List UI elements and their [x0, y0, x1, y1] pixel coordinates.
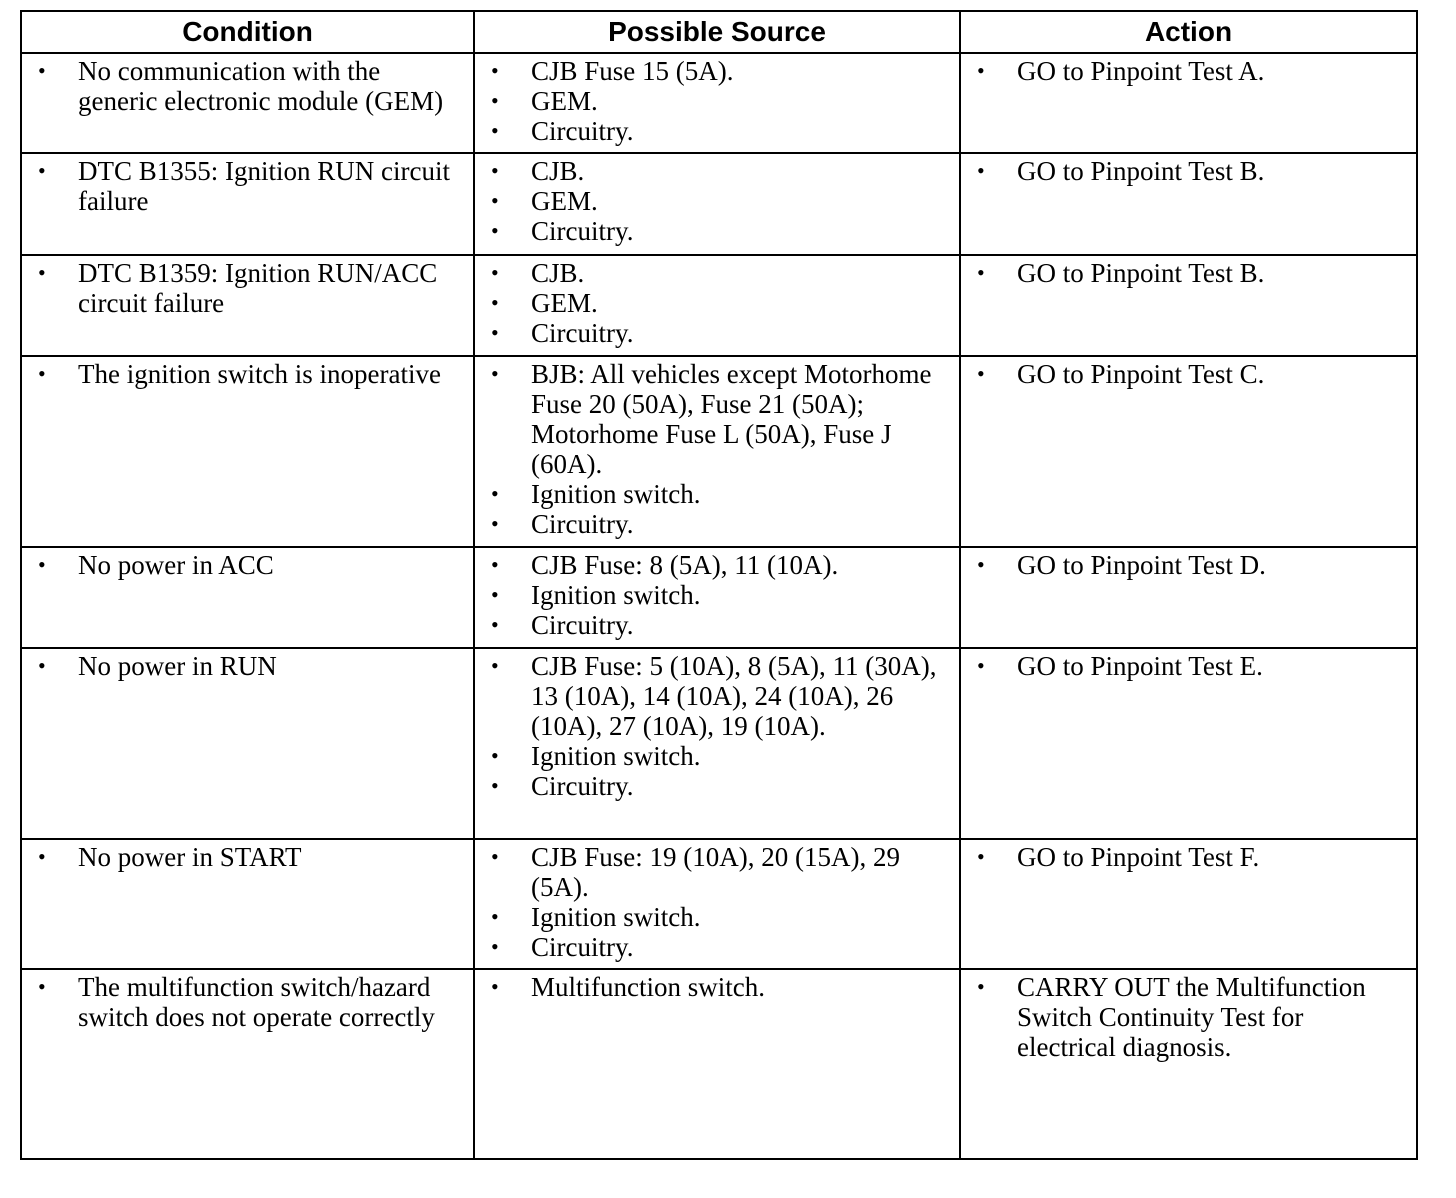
list-item-text: GEM. — [531, 288, 598, 318]
action-cell — [960, 153, 1417, 255]
list-item — [475, 288, 959, 318]
table-row — [21, 53, 1417, 153]
condition-cell — [21, 648, 474, 839]
possible-source-cell — [474, 547, 960, 648]
bullet-list — [22, 54, 473, 116]
action-cell — [960, 547, 1417, 648]
list-item-text: No power in RUN — [78, 651, 277, 681]
bullet-icon: • — [491, 653, 499, 678]
list-item — [475, 156, 959, 186]
condition-cell — [21, 53, 474, 153]
possible-source-cell — [474, 356, 960, 547]
list-item — [475, 258, 959, 288]
list-item — [22, 842, 473, 872]
table-row — [21, 255, 1417, 356]
list-item — [475, 216, 959, 246]
list-item-text: Circuitry. — [531, 509, 634, 539]
bullet-list — [475, 548, 959, 640]
bullet-icon: • — [38, 552, 46, 577]
bullet-list — [961, 548, 1416, 580]
list-item — [475, 771, 959, 801]
bullet-icon: • — [977, 158, 985, 183]
list-item-text: CJB. — [531, 258, 585, 288]
list-item-text: No communication with the generic electronic module (GEM) — [78, 56, 444, 116]
list-item-text: Circuitry. — [531, 116, 634, 146]
possible-source-cell — [474, 839, 960, 969]
bullet-icon: • — [491, 260, 499, 285]
list-item — [475, 56, 959, 86]
bullet-list — [475, 54, 959, 146]
bullet-icon: • — [977, 58, 985, 83]
list-item-text: GO to Pinpoint Test B. — [1017, 258, 1265, 288]
bullet-icon: • — [38, 653, 46, 678]
list-item-text: BJB: All vehicles except Motorhome Fuse 20 (50A), Fuse 21 (50A); Motorhome Fuse L (50A), Fuse J (60A). — [531, 359, 932, 479]
list-item-text: No power in ACC — [78, 550, 274, 580]
possible-source-cell — [474, 648, 960, 839]
list-item — [475, 116, 959, 146]
list-item — [475, 610, 959, 640]
bullet-icon: • — [977, 552, 985, 577]
bullet-icon: • — [977, 974, 985, 999]
bullet-icon: • — [491, 88, 499, 113]
table-row — [21, 648, 1417, 839]
list-item-text: CJB Fuse: 19 (10A), 20 (15A), 29 (5A). — [531, 842, 900, 902]
bullet-icon: • — [38, 844, 46, 869]
list-item — [475, 741, 959, 771]
action-cell — [960, 839, 1417, 969]
list-item — [475, 359, 959, 479]
bullet-list — [475, 256, 959, 348]
list-item-text: Circuitry. — [531, 318, 634, 348]
bullet-list — [22, 649, 473, 681]
condition-cell — [21, 255, 474, 356]
bullet-list — [961, 154, 1416, 186]
bullet-list — [22, 154, 473, 216]
bullet-icon: • — [491, 773, 499, 798]
condition-cell — [21, 547, 474, 648]
bullet-icon: • — [38, 361, 46, 386]
list-item — [961, 359, 1416, 389]
list-item — [475, 186, 959, 216]
bullet-list — [961, 970, 1416, 1062]
table-row — [21, 839, 1417, 969]
list-item — [22, 972, 473, 1032]
list-item-text: The multifunction switch/hazard switch does not operate correctly — [78, 972, 435, 1032]
list-item — [22, 156, 473, 216]
list-item — [475, 550, 959, 580]
list-item-text: Ignition switch. — [531, 479, 701, 509]
list-item-text: GO to Pinpoint Test F. — [1017, 842, 1260, 872]
bullet-icon: • — [491, 481, 499, 506]
bullet-list — [475, 357, 959, 539]
bullet-list — [475, 970, 959, 1002]
table-row — [21, 153, 1417, 255]
action-cell — [960, 969, 1417, 1159]
bullet-list — [475, 649, 959, 801]
list-item-text: CJB Fuse: 5 (10A), 8 (5A), 11 (30A), 13 (10A), 14 (10A), 24 (10A), 26 (10A), 27 (10A), 19 (10A). — [531, 651, 937, 741]
list-item-text: CJB Fuse: 8 (5A), 11 (10A). — [531, 550, 839, 580]
list-item — [475, 509, 959, 539]
list-item — [475, 902, 959, 932]
bullet-icon: • — [977, 653, 985, 678]
list-item-text: Circuitry. — [531, 610, 634, 640]
bullet-icon: • — [491, 58, 499, 83]
list-item-text: DTC B1359: Ignition RUN/ACC circuit failure — [78, 258, 438, 318]
list-item — [22, 258, 473, 318]
bullet-list — [475, 840, 959, 962]
action-cell — [960, 356, 1417, 547]
bullet-list — [961, 357, 1416, 389]
list-item — [961, 156, 1416, 186]
header-possible-source: Possible Source — [474, 11, 960, 53]
list-item — [961, 842, 1416, 872]
bullet-icon: • — [491, 290, 499, 315]
list-item-text: CJB. — [531, 156, 585, 186]
possible-source-cell — [474, 969, 960, 1159]
list-item-text: GEM. — [531, 186, 598, 216]
list-item — [961, 550, 1416, 580]
action-cell — [960, 255, 1417, 356]
list-item-text: The ignition switch is inoperative — [78, 359, 441, 389]
bullet-list — [22, 970, 473, 1032]
list-item — [22, 56, 473, 116]
condition-cell — [21, 153, 474, 255]
list-item — [22, 550, 473, 580]
list-item — [475, 932, 959, 962]
header-action: Action — [960, 11, 1417, 53]
bullet-icon: • — [977, 844, 985, 869]
possible-source-cell — [474, 153, 960, 255]
bullet-icon: • — [491, 188, 499, 213]
bullet-icon: • — [491, 218, 499, 243]
bullet-icon: • — [491, 904, 499, 929]
bullet-icon: • — [491, 934, 499, 959]
bullet-icon: • — [38, 158, 46, 183]
bullet-icon: • — [491, 743, 499, 768]
list-item-text: Circuitry. — [531, 216, 634, 246]
list-item-text: Circuitry. — [531, 932, 634, 962]
bullet-icon: • — [491, 844, 499, 869]
list-item-text: Multifunction switch. — [531, 972, 765, 1002]
bullet-list — [22, 357, 473, 389]
list-item-text: CJB Fuse 15 (5A). — [531, 56, 734, 86]
condition-cell — [21, 356, 474, 547]
list-item-text: No power in START — [78, 842, 302, 872]
list-item-text: GO to Pinpoint Test A. — [1017, 56, 1265, 86]
list-item-text: Ignition switch. — [531, 580, 701, 610]
bullet-icon: • — [491, 582, 499, 607]
header-row — [21, 11, 1417, 53]
action-cell — [960, 648, 1417, 839]
list-item-text: GO to Pinpoint Test D. — [1017, 550, 1266, 580]
bullet-list — [22, 548, 473, 580]
list-item — [961, 651, 1416, 681]
action-cell — [960, 53, 1417, 153]
table-row — [21, 356, 1417, 547]
bullet-icon: • — [977, 260, 985, 285]
bullet-list — [475, 154, 959, 246]
bullet-icon: • — [491, 974, 499, 999]
condition-cell — [21, 969, 474, 1159]
list-item — [22, 651, 473, 681]
list-item — [475, 972, 959, 1002]
bullet-icon: • — [491, 361, 499, 386]
list-item-text: GO to Pinpoint Test E. — [1017, 651, 1263, 681]
diagnosis-table — [20, 10, 1418, 1160]
bullet-icon: • — [38, 974, 46, 999]
list-item-text: CARRY OUT the Multifunction Switch Continuity Test for electrical diagnosis. — [1017, 972, 1366, 1062]
list-item — [961, 56, 1416, 86]
list-item-text: GO to Pinpoint Test B. — [1017, 156, 1265, 186]
list-item-text: GO to Pinpoint Test C. — [1017, 359, 1265, 389]
list-item-text: DTC B1355: Ignition RUN circuit failure — [78, 156, 450, 216]
list-item — [961, 258, 1416, 288]
list-item-text: Ignition switch. — [531, 741, 701, 771]
bullet-icon: • — [977, 361, 985, 386]
condition-cell — [21, 839, 474, 969]
bullet-icon: • — [491, 511, 499, 536]
list-item-text: Circuitry. — [531, 771, 634, 801]
list-item — [475, 580, 959, 610]
list-item-text: GEM. — [531, 86, 598, 116]
list-item — [961, 972, 1416, 1062]
bullet-list — [961, 256, 1416, 288]
header-condition: Condition — [21, 11, 474, 53]
list-item-text: Ignition switch. — [531, 902, 701, 932]
bullet-list — [961, 649, 1416, 681]
bullet-list — [961, 840, 1416, 872]
bullet-icon: • — [491, 552, 499, 577]
possible-source-cell — [474, 255, 960, 356]
bullet-icon: • — [491, 158, 499, 183]
list-item — [475, 842, 959, 902]
possible-source-cell — [474, 53, 960, 153]
table-row — [21, 969, 1417, 1159]
bullet-icon: • — [38, 58, 46, 83]
list-item — [475, 318, 959, 348]
list-item — [22, 359, 473, 389]
list-item — [475, 651, 959, 741]
bullet-icon: • — [491, 118, 499, 143]
bullet-icon: • — [491, 320, 499, 345]
bullet-icon: • — [491, 612, 499, 637]
list-item — [475, 479, 959, 509]
list-item — [475, 86, 959, 116]
table-body — [21, 53, 1417, 1159]
bullet-icon: • — [38, 260, 46, 285]
table-row — [21, 547, 1417, 648]
bullet-list — [22, 840, 473, 872]
bullet-list — [22, 256, 473, 318]
bullet-list — [961, 54, 1416, 86]
